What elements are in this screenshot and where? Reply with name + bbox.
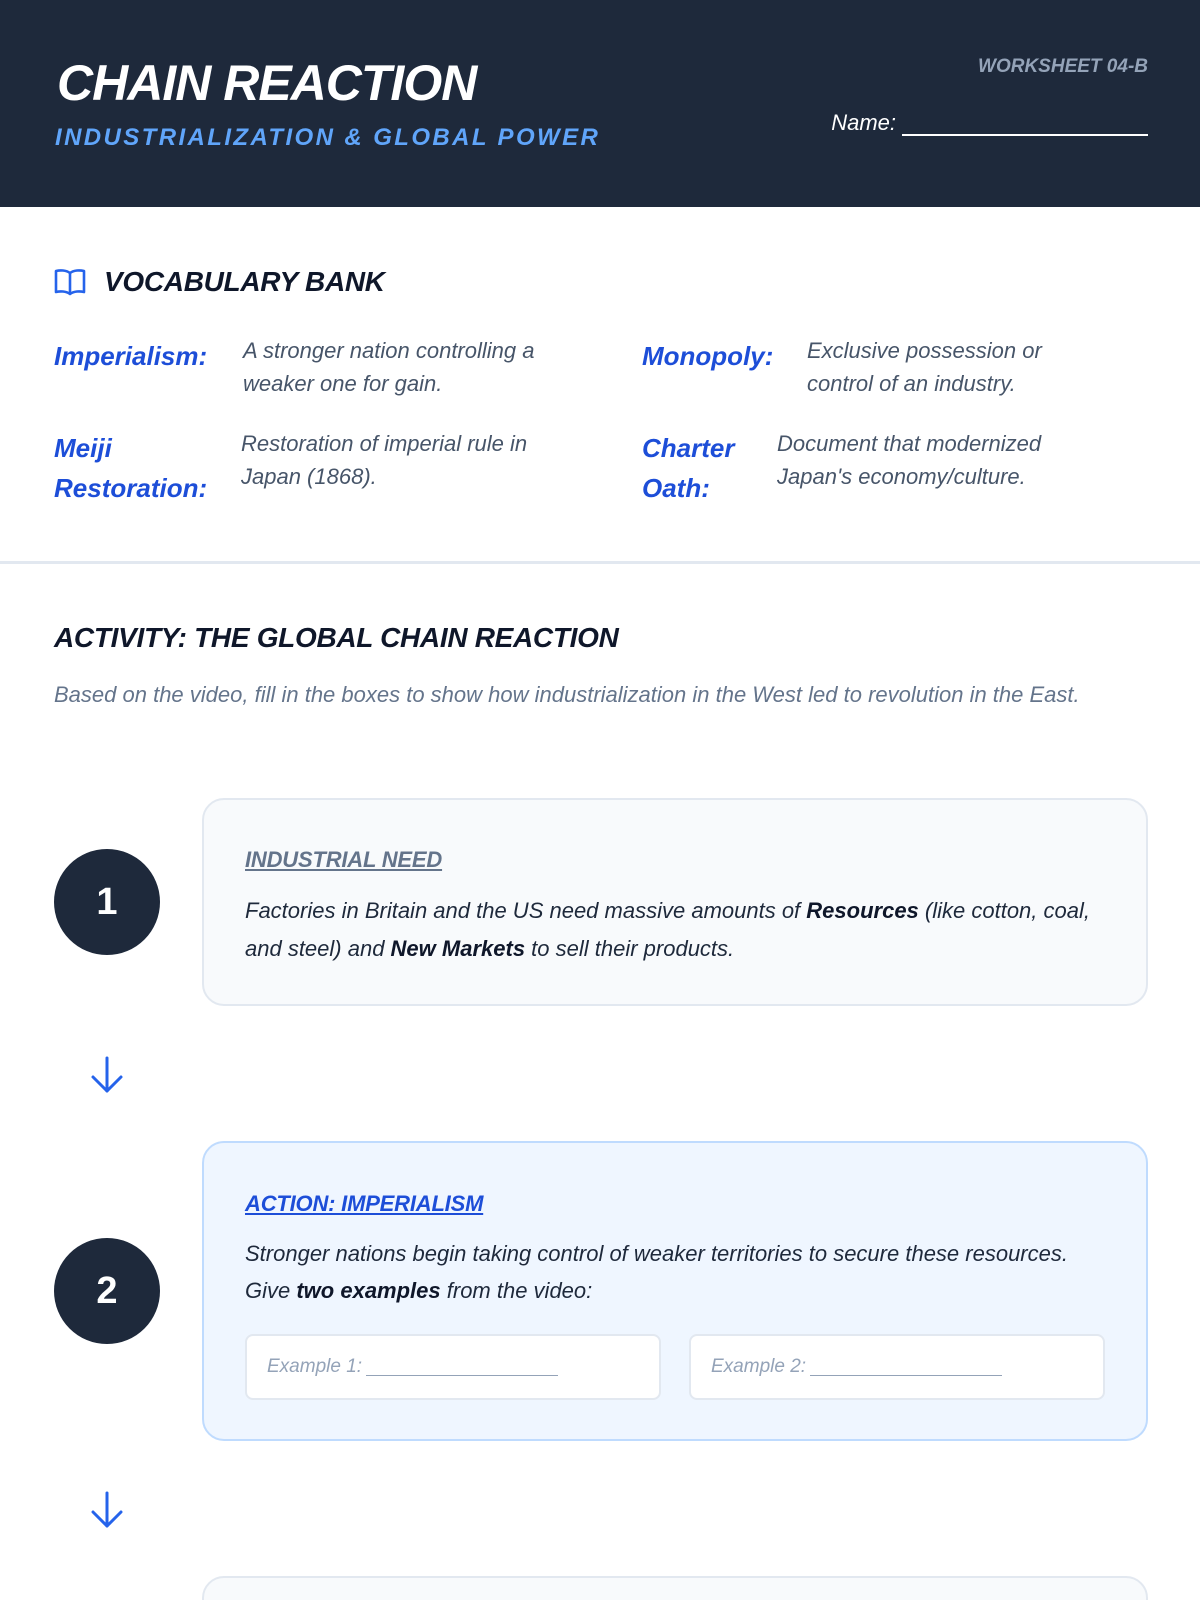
example-2-field[interactable] bbox=[689, 1334, 1105, 1400]
arrow-down-icon bbox=[88, 1490, 126, 1530]
arrow-down-icon bbox=[88, 1055, 126, 1095]
vocab-definition-charter-oath: Document that modernized Japan's economy/culture. bbox=[777, 431, 1042, 489]
section-divider bbox=[0, 561, 1200, 564]
activity-instructions: Based on the video, fill in the boxes to show how industrialization in the West led to revolution in the East. bbox=[54, 682, 1080, 707]
book-open-icon bbox=[54, 267, 86, 297]
key-term: New Markets bbox=[390, 936, 526, 961]
step-title: ACTION: IMPERIALISM bbox=[245, 1191, 484, 1216]
example-1-label: Example 1: bbox=[267, 1356, 363, 1377]
step-card-industrial-need bbox=[202, 798, 1148, 1006]
activity-title: ACTIVITY: THE GLOBAL CHAIN REACTION bbox=[54, 622, 619, 653]
name-blank-line[interactable] bbox=[902, 112, 1148, 136]
key-term: Resources bbox=[806, 898, 919, 923]
worksheet-id: WORKSHEET 04-B bbox=[978, 56, 1148, 77]
worksheet-header bbox=[0, 0, 1200, 207]
vocab-term-monopoly: Monopoly: bbox=[642, 341, 774, 371]
name-label: Name: bbox=[831, 110, 896, 135]
worksheet-subtitle: INDUSTRIALIZATION & GLOBAL POWER bbox=[55, 124, 601, 151]
step-description: Stronger nations begin taking control of weaker territories to secure these resources. Give two examples from the video: bbox=[245, 1241, 1068, 1303]
example-1-field[interactable] bbox=[245, 1334, 661, 1400]
vocab-definition-meiji-restoration: Restoration of imperial rule in Japan (1868). bbox=[241, 431, 528, 489]
worksheet-title: CHAIN REACTION bbox=[57, 55, 477, 111]
key-term: two examples bbox=[296, 1278, 441, 1303]
step-card-imperialism bbox=[202, 1141, 1148, 1441]
vocabulary-heading-row bbox=[54, 266, 385, 298]
step-number-badge: 2 bbox=[54, 1238, 160, 1344]
example-1-blank-line[interactable] bbox=[366, 1358, 558, 1376]
vocab-term-imperialism: Imperialism: bbox=[54, 341, 208, 371]
vocab-definition-imperialism: A stronger nation controlling a weaker one for gain. bbox=[243, 338, 535, 396]
vocab-definition-monopoly: Exclusive possession or control of an industry. bbox=[807, 338, 1042, 396]
step-number-badge: 1 bbox=[54, 849, 160, 955]
vocab-term-charter-oath: Charter Oath: bbox=[642, 433, 735, 503]
step-card-next bbox=[202, 1576, 1148, 1600]
name-field[interactable] bbox=[831, 110, 1148, 136]
example-2-label: Example 2: bbox=[711, 1356, 807, 1377]
vocabulary-heading: VOCABULARY BANK bbox=[104, 266, 385, 297]
step-title: INDUSTRIAL NEED bbox=[245, 847, 443, 872]
vocab-term-meiji-restoration: Meiji Restoration: bbox=[54, 433, 208, 503]
example-2-blank-line[interactable] bbox=[810, 1358, 1002, 1376]
step-description: Factories in Britain and the US need massive amounts of Resources (like cotton, coal, and steel) and New Markets to sell their products. bbox=[245, 898, 1090, 961]
